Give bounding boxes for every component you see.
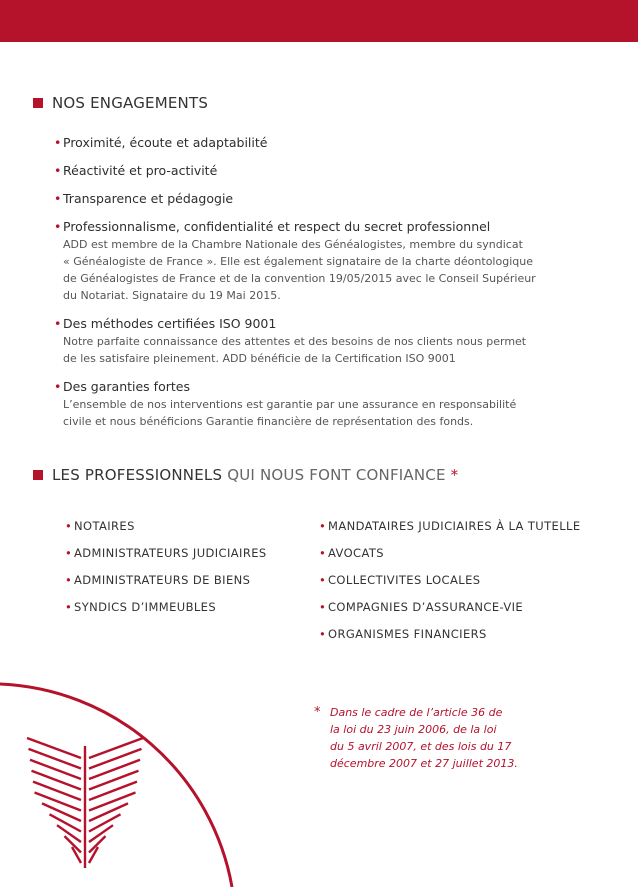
leaf-vein xyxy=(27,738,81,758)
description-line: du Notariat. Signataire du 19 Mai 2015. xyxy=(63,289,281,302)
leaf-vein xyxy=(30,760,81,779)
decorative-arc xyxy=(0,684,232,887)
description-line: Notre parfaite connaissance des attentes et des besoins de nos clients nous permet xyxy=(63,335,527,348)
leaf-vein xyxy=(89,738,143,758)
engagement-item-label: Transparence et pédagogie xyxy=(63,191,234,206)
leaf-emblem-icon xyxy=(27,738,143,868)
bullet-icon: • xyxy=(65,573,73,587)
professionnels-title-light: QUI NOUS FONT CONFIANCE xyxy=(227,466,446,484)
engagement-item-label: Des méthodes certifiées ISO 9001 xyxy=(63,316,277,331)
description-line: L’ensemble de nos interventions est garantie par une assurance en responsabilité xyxy=(63,398,517,411)
engagement-item-label: Proximité, écoute et adaptabilité xyxy=(63,135,268,150)
footnote-line: Dans le cadre de l’article 36 de xyxy=(330,706,503,719)
engagement-item-label: Réactivité et pro-activité xyxy=(63,163,218,178)
description-line: ADD est membre de la Chambre Nationale des Généalogistes, membre du syndicat xyxy=(63,238,523,251)
professionnel-label: AVOCATS xyxy=(328,546,384,560)
description-line: de les satisfaire pleinement. ADD bénéficie de la Certification ISO 9001 xyxy=(63,352,456,365)
bullet-icon: • xyxy=(54,379,62,394)
professionnel-label: ORGANISMES FINANCIERS xyxy=(328,627,487,641)
professionnels-title-bold: LES PROFESSIONNELS xyxy=(52,466,223,484)
professionnel-label: COMPAGNIES D’ASSURANCE-VIE xyxy=(328,600,524,614)
footnote-star: * xyxy=(314,705,321,720)
bullet-icon: • xyxy=(54,219,62,234)
leaf-vein xyxy=(29,749,82,769)
leaf-vein xyxy=(35,793,82,811)
leaf-vein xyxy=(50,814,82,831)
professionnel-label: SYNDICS D’IMMEUBLES xyxy=(74,600,217,614)
bullet-icon: • xyxy=(54,191,62,206)
bullet-icon: • xyxy=(54,135,62,150)
leaf-vein xyxy=(89,803,128,821)
engagement-item-label: Professionnalisme, confidentialité et respect du secret professionnel xyxy=(63,219,491,234)
footnote-line: décembre 2007 et 27 juillet 2013. xyxy=(330,757,518,770)
engagement-item-label: Des garanties fortes xyxy=(63,379,190,394)
bullet-icon: • xyxy=(319,546,327,560)
professionnel-label: ADMINISTRATEURS JUDICIAIRES xyxy=(74,546,267,560)
leaf-vein xyxy=(32,771,82,790)
bullet-icon: • xyxy=(319,519,327,533)
bullet-icon: • xyxy=(54,163,62,178)
professionnel-label: NOTAIRES xyxy=(74,519,135,533)
bullet-icon: • xyxy=(65,546,73,560)
bullet-icon: • xyxy=(319,600,327,614)
professionnel-label: MANDATAIRES JUDICIAIRES À LA TUTELLE xyxy=(328,519,581,533)
leaf-vein xyxy=(89,749,142,769)
bullet-icon: • xyxy=(54,316,62,331)
leaf-vein xyxy=(89,814,121,831)
bullet-icon: • xyxy=(319,573,327,587)
leaf-vein xyxy=(89,760,140,779)
footnote-line: la loi du 23 juin 2006, de la loi xyxy=(330,723,497,736)
engagements-title: NOS ENGAGEMENTS xyxy=(52,94,209,112)
professionnel-label: COLLECTIVITES LOCALES xyxy=(328,573,481,587)
leaf-vein xyxy=(89,782,137,800)
bullet-icon: • xyxy=(65,519,73,533)
leaf-vein xyxy=(42,803,81,821)
bullet-icon: • xyxy=(65,600,73,614)
professionnel-label: ADMINISTRATEURS DE BIENS xyxy=(74,573,251,587)
description-line: « Généalogiste de France ». Elle est également signataire de la charte déontologique xyxy=(63,255,533,268)
leaf-vein xyxy=(89,771,139,790)
description-line: de Généalogistes de France et de la convention 19/05/2015 avec le Conseil Supérieur xyxy=(63,272,536,285)
footnote-line: du 5 avril 2007, et des lois du 17 xyxy=(330,740,512,753)
leaf-vein xyxy=(89,793,136,811)
bullet-icon: • xyxy=(319,627,327,641)
professionnels-title-star: * xyxy=(450,466,459,484)
description-line: civile et nous bénéficions Garantie financière de représentation des fonds. xyxy=(63,415,474,428)
leaf-vein xyxy=(33,782,81,800)
